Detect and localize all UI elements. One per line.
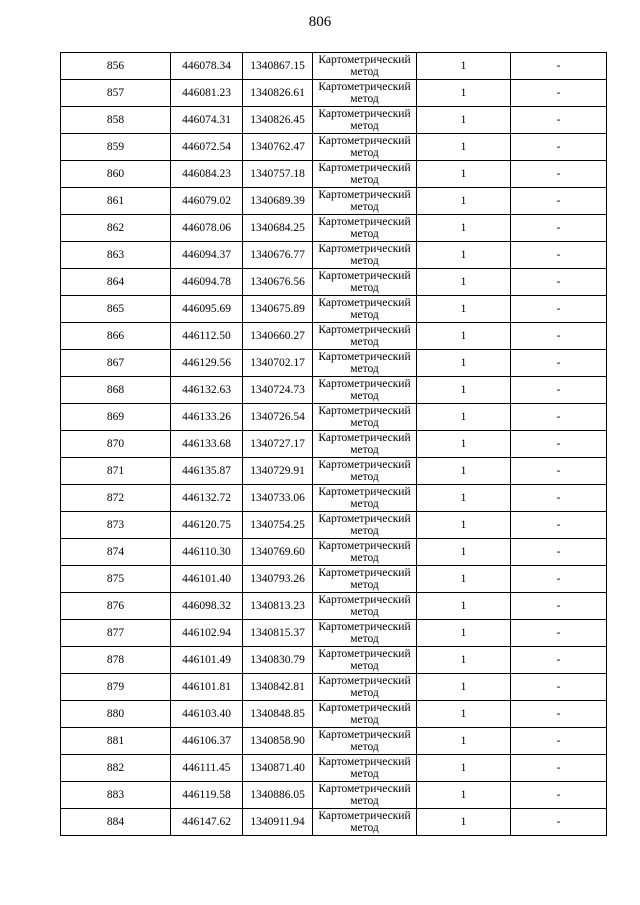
point-number-cell: 880	[61, 701, 171, 728]
point-number-cell: 869	[61, 404, 171, 431]
accuracy-cell: 1	[417, 755, 511, 782]
x-coordinate-cell: 446106.37	[171, 728, 243, 755]
table-row	[61, 566, 607, 593]
method-line-1: Картометрический	[318, 810, 411, 822]
method-line-1: Картометрический	[318, 486, 411, 498]
method-line-2: метод	[350, 525, 379, 537]
table-row	[61, 377, 607, 404]
method-cell	[313, 674, 417, 701]
method-cell	[313, 188, 417, 215]
accuracy-cell: 1	[417, 323, 511, 350]
accuracy-cell: 1	[417, 134, 511, 161]
x-coordinate-cell: 446129.56	[171, 350, 243, 377]
y-coordinate-cell: 1340815.37	[243, 620, 313, 647]
method-line-2: метод	[350, 309, 379, 321]
coordinates-table	[60, 52, 607, 836]
method-line-1: Картометрический	[318, 459, 411, 471]
table-row	[61, 539, 607, 566]
point-number-cell: 878	[61, 647, 171, 674]
y-coordinate-cell: 1340830.79	[243, 647, 313, 674]
y-coordinate-cell: 1340858.90	[243, 728, 313, 755]
table-row	[61, 134, 607, 161]
method-line-2: метод	[350, 768, 379, 780]
method-line-1: Картометрический	[318, 648, 411, 660]
y-coordinate-cell: 1340727.17	[243, 431, 313, 458]
x-coordinate-cell: 446132.63	[171, 377, 243, 404]
x-coordinate-cell: 446081.23	[171, 80, 243, 107]
y-coordinate-cell: 1340762.47	[243, 134, 313, 161]
note-cell: -	[511, 701, 607, 728]
method-cell	[313, 350, 417, 377]
point-number-cell: 865	[61, 296, 171, 323]
accuracy-cell: 1	[417, 593, 511, 620]
table-row	[61, 242, 607, 269]
accuracy-cell: 1	[417, 242, 511, 269]
table-row	[61, 674, 607, 701]
method-line-1: Картометрический	[318, 81, 411, 93]
x-coordinate-cell: 446103.40	[171, 701, 243, 728]
accuracy-cell: 1	[417, 647, 511, 674]
note-cell: -	[511, 809, 607, 836]
method-line-2: метод	[350, 255, 379, 267]
method-line-1: Картометрический	[318, 405, 411, 417]
point-number-cell: 874	[61, 539, 171, 566]
y-coordinate-cell: 1340675.89	[243, 296, 313, 323]
y-coordinate-cell: 1340724.73	[243, 377, 313, 404]
x-coordinate-cell: 446119.58	[171, 782, 243, 809]
note-cell: -	[511, 404, 607, 431]
table-row	[61, 647, 607, 674]
method-line-1: Картометрический	[318, 324, 411, 336]
table-row	[61, 755, 607, 782]
method-line-2: метод	[350, 201, 379, 213]
y-coordinate-cell: 1340702.17	[243, 350, 313, 377]
x-coordinate-cell: 446094.37	[171, 242, 243, 269]
note-cell: -	[511, 53, 607, 80]
x-coordinate-cell: 446101.81	[171, 674, 243, 701]
accuracy-cell: 1	[417, 431, 511, 458]
accuracy-cell: 1	[417, 782, 511, 809]
note-cell: -	[511, 647, 607, 674]
note-cell: -	[511, 593, 607, 620]
table-row	[61, 107, 607, 134]
accuracy-cell: 1	[417, 674, 511, 701]
method-cell	[313, 134, 417, 161]
y-coordinate-cell: 1340871.40	[243, 755, 313, 782]
accuracy-cell: 1	[417, 107, 511, 134]
y-coordinate-cell: 1340676.77	[243, 242, 313, 269]
y-coordinate-cell: 1340826.45	[243, 107, 313, 134]
y-coordinate-cell: 1340689.39	[243, 188, 313, 215]
y-coordinate-cell: 1340769.60	[243, 539, 313, 566]
y-coordinate-cell: 1340676.56	[243, 269, 313, 296]
accuracy-cell: 1	[417, 458, 511, 485]
method-cell	[313, 647, 417, 674]
table-row	[61, 80, 607, 107]
point-number-cell: 871	[61, 458, 171, 485]
accuracy-cell: 1	[417, 404, 511, 431]
method-line-2: метод	[350, 66, 379, 78]
method-cell	[313, 215, 417, 242]
coordinates-table-body	[61, 53, 607, 836]
note-cell: -	[511, 377, 607, 404]
table-row	[61, 620, 607, 647]
method-line-1: Картометрический	[318, 297, 411, 309]
method-line-2: метод	[350, 93, 379, 105]
page-number: 806	[308, 14, 332, 30]
method-cell	[313, 728, 417, 755]
x-coordinate-cell: 446101.49	[171, 647, 243, 674]
note-cell: -	[511, 566, 607, 593]
y-coordinate-cell: 1340733.06	[243, 485, 313, 512]
y-coordinate-cell: 1340867.15	[243, 53, 313, 80]
x-coordinate-cell: 446079.02	[171, 188, 243, 215]
point-number-cell: 857	[61, 80, 171, 107]
y-coordinate-cell: 1340729.91	[243, 458, 313, 485]
method-line-1: Картометрический	[318, 702, 411, 714]
method-cell	[313, 161, 417, 188]
point-number-cell: 859	[61, 134, 171, 161]
point-number-cell: 858	[61, 107, 171, 134]
y-coordinate-cell: 1340911.94	[243, 809, 313, 836]
note-cell: -	[511, 512, 607, 539]
x-coordinate-cell: 446112.50	[171, 323, 243, 350]
y-coordinate-cell: 1340793.26	[243, 566, 313, 593]
note-cell: -	[511, 134, 607, 161]
method-cell	[313, 458, 417, 485]
method-cell	[313, 782, 417, 809]
point-number-cell: 863	[61, 242, 171, 269]
y-coordinate-cell: 1340848.85	[243, 701, 313, 728]
note-cell: -	[511, 620, 607, 647]
x-coordinate-cell: 446095.69	[171, 296, 243, 323]
method-line-1: Картометрический	[318, 756, 411, 768]
point-number-cell: 861	[61, 188, 171, 215]
method-cell	[313, 431, 417, 458]
note-cell: -	[511, 323, 607, 350]
method-cell	[313, 242, 417, 269]
note-cell: -	[511, 431, 607, 458]
point-number-cell: 870	[61, 431, 171, 458]
method-line-2: метод	[350, 633, 379, 645]
method-line-1: Картометрический	[318, 243, 411, 255]
method-line-2: метод	[350, 471, 379, 483]
note-cell: -	[511, 80, 607, 107]
method-line-1: Картометрический	[318, 783, 411, 795]
point-number-cell: 884	[61, 809, 171, 836]
accuracy-cell: 1	[417, 269, 511, 296]
method-line-2: метод	[350, 444, 379, 456]
point-number-cell: 876	[61, 593, 171, 620]
table-row	[61, 161, 607, 188]
y-coordinate-cell: 1340757.18	[243, 161, 313, 188]
method-line-1: Картометрический	[318, 594, 411, 606]
point-number-cell: 879	[61, 674, 171, 701]
note-cell: -	[511, 161, 607, 188]
table-row	[61, 512, 607, 539]
note-cell: -	[511, 350, 607, 377]
x-coordinate-cell: 446072.54	[171, 134, 243, 161]
accuracy-cell: 1	[417, 620, 511, 647]
method-line-2: метод	[350, 336, 379, 348]
x-coordinate-cell: 446094.78	[171, 269, 243, 296]
accuracy-cell: 1	[417, 296, 511, 323]
y-coordinate-cell: 1340660.27	[243, 323, 313, 350]
method-line-2: метод	[350, 606, 379, 618]
accuracy-cell: 1	[417, 80, 511, 107]
table-row	[61, 701, 607, 728]
table-row	[61, 404, 607, 431]
x-coordinate-cell: 446078.06	[171, 215, 243, 242]
point-number-cell: 881	[61, 728, 171, 755]
note-cell: -	[511, 107, 607, 134]
y-coordinate-cell: 1340684.25	[243, 215, 313, 242]
x-coordinate-cell: 446132.72	[171, 485, 243, 512]
point-number-cell: 872	[61, 485, 171, 512]
note-cell: -	[511, 485, 607, 512]
method-line-2: метод	[350, 660, 379, 672]
method-cell	[313, 80, 417, 107]
method-cell	[313, 566, 417, 593]
method-line-2: метод	[350, 687, 379, 699]
method-line-2: метод	[350, 498, 379, 510]
accuracy-cell: 1	[417, 188, 511, 215]
method-line-2: метод	[350, 741, 379, 753]
point-number-cell: 875	[61, 566, 171, 593]
note-cell: -	[511, 458, 607, 485]
method-line-2: метод	[350, 228, 379, 240]
note-cell: -	[511, 242, 607, 269]
point-number-cell: 873	[61, 512, 171, 539]
point-number-cell: 867	[61, 350, 171, 377]
method-line-2: метод	[350, 417, 379, 429]
note-cell: -	[511, 296, 607, 323]
method-line-1: Картометрический	[318, 135, 411, 147]
x-coordinate-cell: 446098.32	[171, 593, 243, 620]
accuracy-cell: 1	[417, 161, 511, 188]
note-cell: -	[511, 539, 607, 566]
method-cell	[313, 53, 417, 80]
accuracy-cell: 1	[417, 566, 511, 593]
method-line-2: метод	[350, 822, 379, 834]
x-coordinate-cell: 446110.30	[171, 539, 243, 566]
table-row	[61, 458, 607, 485]
method-line-1: Картометрический	[318, 270, 411, 282]
method-cell	[313, 593, 417, 620]
note-cell: -	[511, 215, 607, 242]
point-number-cell: 877	[61, 620, 171, 647]
y-coordinate-cell: 1340826.61	[243, 80, 313, 107]
method-line-1: Картометрический	[318, 540, 411, 552]
method-line-1: Картометрический	[318, 189, 411, 201]
method-line-2: метод	[350, 147, 379, 159]
method-line-2: метод	[350, 714, 379, 726]
method-line-1: Картометрический	[318, 567, 411, 579]
method-cell	[313, 404, 417, 431]
note-cell: -	[511, 755, 607, 782]
table-row	[61, 350, 607, 377]
method-cell	[313, 809, 417, 836]
method-cell	[313, 269, 417, 296]
y-coordinate-cell: 1340813.23	[243, 593, 313, 620]
point-number-cell: 860	[61, 161, 171, 188]
table-row	[61, 296, 607, 323]
note-cell: -	[511, 674, 607, 701]
accuracy-cell: 1	[417, 377, 511, 404]
table-row	[61, 431, 607, 458]
accuracy-cell: 1	[417, 809, 511, 836]
method-line-1: Картометрический	[318, 108, 411, 120]
y-coordinate-cell: 1340754.25	[243, 512, 313, 539]
note-cell: -	[511, 782, 607, 809]
y-coordinate-cell: 1340886.05	[243, 782, 313, 809]
method-line-2: метод	[350, 579, 379, 591]
method-cell	[313, 377, 417, 404]
method-line-1: Картометрический	[318, 729, 411, 741]
accuracy-cell: 1	[417, 728, 511, 755]
method-cell	[313, 512, 417, 539]
method-line-1: Картометрический	[318, 162, 411, 174]
x-coordinate-cell: 446120.75	[171, 512, 243, 539]
method-cell	[313, 296, 417, 323]
method-line-1: Картометрический	[318, 513, 411, 525]
x-coordinate-cell: 446084.23	[171, 161, 243, 188]
accuracy-cell: 1	[417, 53, 511, 80]
note-cell: -	[511, 188, 607, 215]
method-cell	[313, 620, 417, 647]
x-coordinate-cell: 446074.31	[171, 107, 243, 134]
table-row	[61, 53, 607, 80]
method-cell	[313, 107, 417, 134]
method-line-1: Картометрический	[318, 54, 411, 66]
method-line-1: Картометрический	[318, 621, 411, 633]
method-line-2: метод	[350, 174, 379, 186]
point-number-cell: 882	[61, 755, 171, 782]
accuracy-cell: 1	[417, 512, 511, 539]
method-line-2: метод	[350, 120, 379, 132]
table-row	[61, 269, 607, 296]
table-row	[61, 593, 607, 620]
x-coordinate-cell: 446147.62	[171, 809, 243, 836]
method-cell	[313, 323, 417, 350]
point-number-cell: 864	[61, 269, 171, 296]
table-row	[61, 323, 607, 350]
x-coordinate-cell: 446078.34	[171, 53, 243, 80]
point-number-cell: 868	[61, 377, 171, 404]
table-row	[61, 782, 607, 809]
accuracy-cell: 1	[417, 350, 511, 377]
method-cell	[313, 701, 417, 728]
method-line-1: Картометрический	[318, 432, 411, 444]
method-line-2: метод	[350, 552, 379, 564]
x-coordinate-cell: 446101.40	[171, 566, 243, 593]
accuracy-cell: 1	[417, 539, 511, 566]
point-number-cell: 862	[61, 215, 171, 242]
method-line-1: Картометрический	[318, 351, 411, 363]
x-coordinate-cell: 446102.94	[171, 620, 243, 647]
table-row	[61, 728, 607, 755]
point-number-cell: 866	[61, 323, 171, 350]
method-line-2: метод	[350, 363, 379, 375]
y-coordinate-cell: 1340726.54	[243, 404, 313, 431]
method-line-2: метод	[350, 795, 379, 807]
x-coordinate-cell: 446133.68	[171, 431, 243, 458]
accuracy-cell: 1	[417, 701, 511, 728]
note-cell: -	[511, 269, 607, 296]
x-coordinate-cell: 446133.26	[171, 404, 243, 431]
method-cell	[313, 755, 417, 782]
accuracy-cell: 1	[417, 485, 511, 512]
x-coordinate-cell: 446111.45	[171, 755, 243, 782]
point-number-cell: 856	[61, 53, 171, 80]
table-row	[61, 188, 607, 215]
accuracy-cell: 1	[417, 215, 511, 242]
method-line-1: Картометрический	[318, 675, 411, 687]
x-coordinate-cell: 446135.87	[171, 458, 243, 485]
method-cell	[313, 539, 417, 566]
note-cell: -	[511, 728, 607, 755]
method-line-1: Картометрический	[318, 216, 411, 228]
y-coordinate-cell: 1340842.81	[243, 674, 313, 701]
table-row	[61, 215, 607, 242]
method-line-2: метод	[350, 282, 379, 294]
method-line-1: Картометрический	[318, 378, 411, 390]
method-cell	[313, 485, 417, 512]
table-row	[61, 485, 607, 512]
point-number-cell: 883	[61, 782, 171, 809]
method-line-2: метод	[350, 390, 379, 402]
table-row	[61, 809, 607, 836]
